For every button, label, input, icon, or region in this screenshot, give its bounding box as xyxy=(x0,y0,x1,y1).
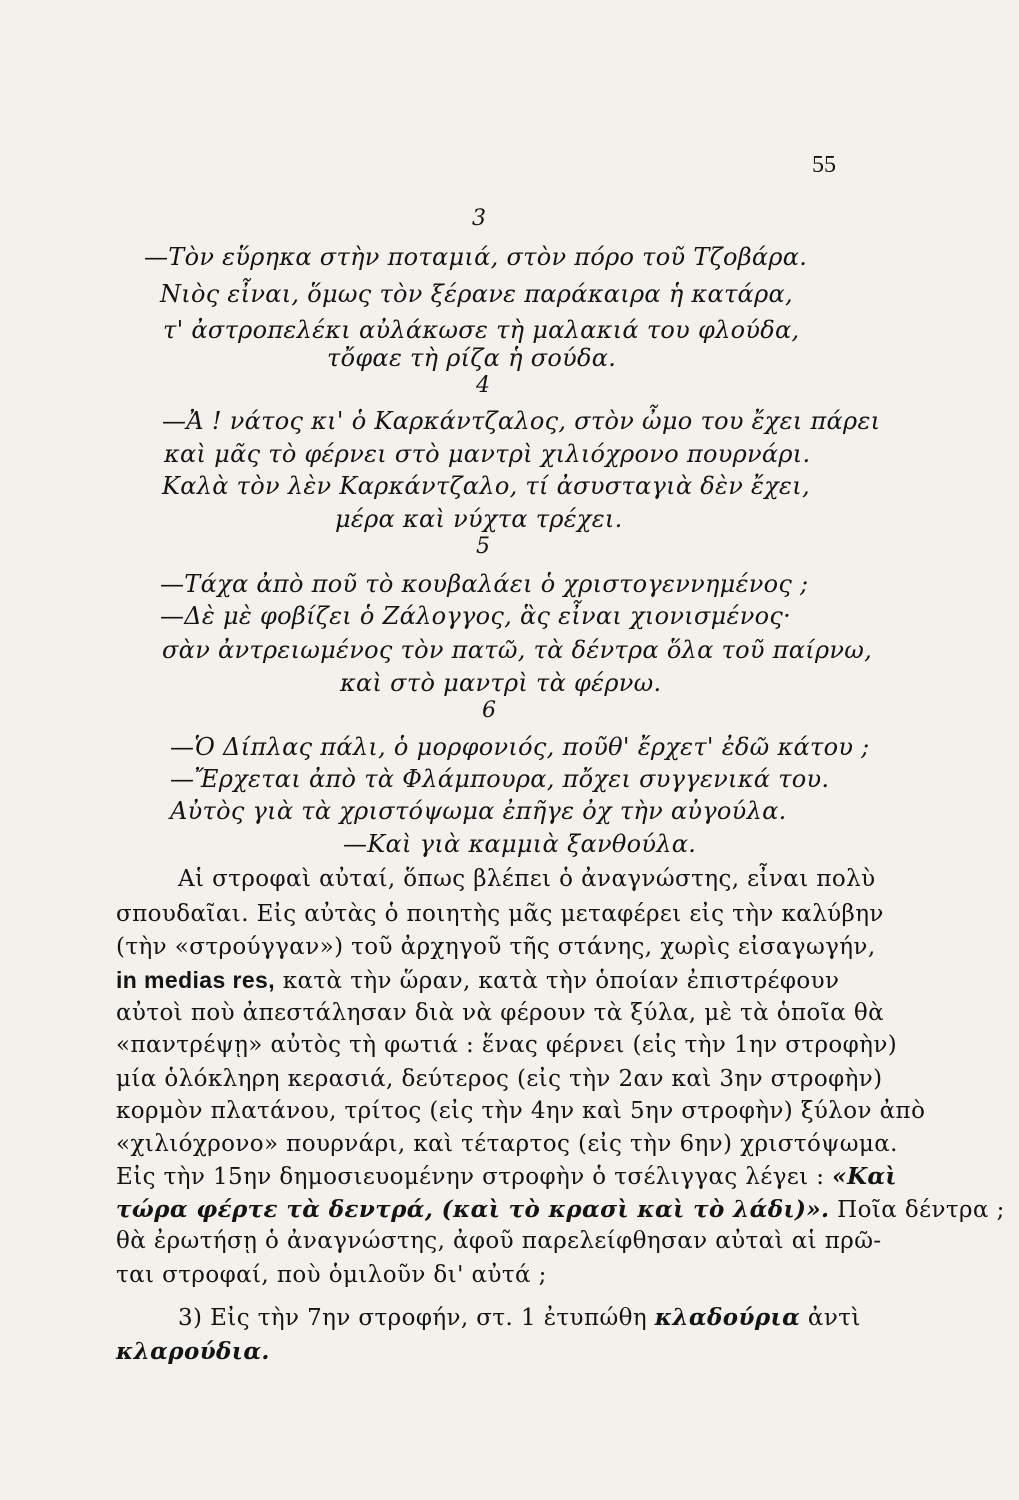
footnote-text: 3) Εἰς τὴν 7ην στροφήν, στ. 1 ἐτυπώθη xyxy=(178,1305,655,1331)
prose-line: Αἱ στροφαὶ αὐταί, ὅπως βλέπει ὁ ἀναγνώστης, εἶναι πολὺ xyxy=(178,866,876,892)
poem-line: Νιὸς εἶναι, ὅμως τὸν ξέρανε παράκαιρα ἡ κατάρα, xyxy=(160,280,793,308)
poem-line: —Τάχα ἀπὸ ποῦ τὸ κουβαλάει ὁ χριστογεννημένος ; xyxy=(160,570,809,598)
misprint-word: κλαδούρια xyxy=(654,1304,801,1331)
prose-line: θὰ ἐρωτήσῃ ὁ ἀναγνώστης, ἀφοῦ παρελείφθησαν αὐταὶ αἱ πρῶ- xyxy=(116,1228,882,1254)
poem-line: —Ὁ Δίπλας πάλι, ὁ μορφονιός, ποῦθ' ἔρχετ' ἐδῶ κάτου ; xyxy=(170,733,870,761)
prose-line: αὐτοὶ ποὺ ἀπεστάλησαν διὰ νὰ φέρουν τὰ ξύλα, μὲ τὰ ὁποῖα θὰ xyxy=(116,1000,885,1026)
footnote-text: ἀντὶ xyxy=(800,1305,861,1331)
prose-text: κατὰ τὴν ὥραν, κατὰ τὴν ὁποίαν ἐπιστρέφουν xyxy=(275,968,840,994)
poem-line: μέρα καὶ νύχτα τρέχει. xyxy=(335,505,623,533)
stanza-number: 3 xyxy=(472,206,486,231)
footnote-line xyxy=(178,1304,861,1331)
prose-line: μία ὁλόκληρη κερασιά, δεύτερος (εἰς τὴν 2αν καὶ 3ην στροφὴν) xyxy=(116,1066,883,1092)
poem-line: Αὐτὸς γιὰ τὰ χριστόψωμα ἐπῆγε ὀχ τὴν αὐγούλα. xyxy=(170,797,787,825)
stanza-number: 4 xyxy=(476,373,490,398)
quotation: «Καὶ xyxy=(832,1163,897,1190)
prose-line: ται στροφαί, ποὺ ὁμιλοῦν δι' αὐτά ; xyxy=(116,1262,547,1288)
stanza-number: 6 xyxy=(482,698,496,723)
poem-line: τ' ἀστροπελέκι αὐλάκωσε τὴ μαλακιά του φλούδα, xyxy=(163,316,800,344)
prose-text: Εἰς τὴν 15ην δημοσιευομένην στροφὴν ὁ τσέλιγγας λέγει : xyxy=(116,1164,833,1190)
poem-line: Καλὰ τὸν λὲν Καρκάντζαλο, τί ἀσυσταγιὰ δὲν ἔχει, xyxy=(162,472,810,500)
prose-line: σπουδαῖαι. Εἰς αὐτὰς ὁ ποιητὴς μᾶς μεταφέρει εἰς τὴν καλύβην xyxy=(116,901,884,927)
correct-word: κλαρούδια. xyxy=(116,1338,270,1365)
poem-line: —Καὶ γιὰ καμμιὰ ξανθούλα. xyxy=(343,830,697,858)
prose-line xyxy=(116,1196,1005,1223)
poem-line: τὄφαε τὴ ρίζα ἡ σούδα. xyxy=(327,344,617,372)
prose-line: (τὴν «στρούγγαν») τοῦ ἀρχηγοῦ τῆς στάνης, χωρὶς εἰσαγωγήν, xyxy=(116,934,876,960)
stanza-number: 5 xyxy=(476,534,490,559)
prose-line xyxy=(116,967,839,994)
prose-line: «παντρέψῃ» αὐτὸς τὴ φωτιά : ἕνας φέρνει (εἰς τὴν 1ην στροφὴν) xyxy=(116,1032,898,1058)
poem-line: —Δὲ μὲ φοβίζει ὁ Ζάλογγος, ἃς εἶναι χιονισμένος· xyxy=(160,602,792,630)
prose-line xyxy=(116,1163,897,1190)
prose-line: κορμὸν πλατάνου, τρίτος (εἰς τὴν 4ην καὶ 5ην στροφὴν) ξύλον ἀπὸ xyxy=(116,1098,926,1124)
poem-line: καὶ μᾶς τὸ φέρνει στὸ μαντρὶ χιλιόχρονο πουρνάρι. xyxy=(164,440,811,468)
poem-line: —Ἀ ! νάτος κι' ὁ Καρκάντζαλος, στὸν ὦμο του ἔχει πάρει xyxy=(162,407,881,435)
prose-text: Ποῖα δέντρα ; xyxy=(829,1197,1005,1223)
poem-line: —Ἔρχεται ἀπὸ τὰ Φλάμπουρα, πὄχει συγγενικά του. xyxy=(170,765,830,793)
page-number: 55 xyxy=(812,152,836,178)
prose-line: «χιλιόχρονο» πουρνάρι, καὶ τέταρτος (εἰς τὴν 6ην) χριστόψωμα. xyxy=(116,1131,898,1157)
poem-line: σὰν ἀντρειωμένος τὸν πατῶ, τὰ δέντρα ὅλα τοῦ παίρνω, xyxy=(162,636,873,664)
quotation: τώρα φέρτε τὰ δεντρά, (καὶ τὸ κρασὶ καὶ τὸ λάδι)». xyxy=(116,1196,830,1223)
poem-line: —Τὸν εὕρηκα στὴν ποταμιά, στὸν πόρο τοῦ Τζοβάρα. xyxy=(144,243,808,271)
latin-phrase: in medias res, xyxy=(116,967,276,993)
poem-line: καὶ στὸ μαντρὶ τὰ φέρνω. xyxy=(340,669,662,697)
